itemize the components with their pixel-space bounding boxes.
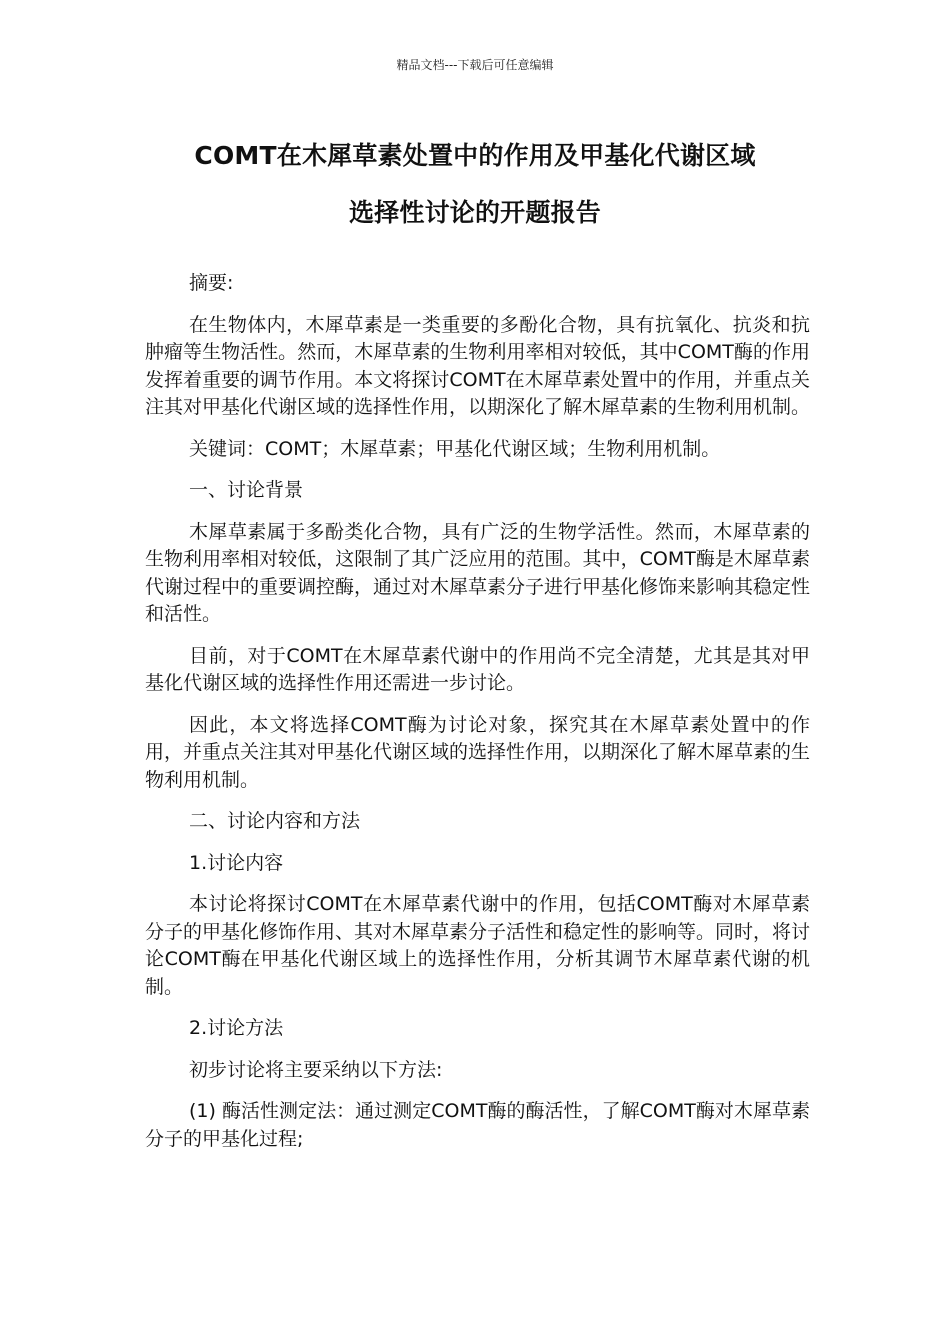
section-heading-background: 一、讨论背景 [189, 479, 304, 501]
background-paragraph-2: 目前，对于COMT在木犀草素代谢中的作用尚不完全清楚，尤其是其对甲基化代谢区域的选择性作用还需进一步讨论。 [145, 644, 810, 694]
content-paragraph: 本讨论将探讨COMT在木犀草素代谢中的作用，包括COMT酶对木犀草素分子的甲基化修饰作用、其对木犀草素分子活性和稳定性的影响等。同时，将讨论COMT酶在甲基化代谢区域上的选择性作用，分析其调节木犀草素代谢的机制。 [145, 893, 811, 998]
abstract-heading: 摘要: [189, 272, 234, 294]
document-title-line-2: 选择性讨论的开题报告 [348, 198, 601, 227]
keywords-paragraph: 关键词：COMT；木犀草素；甲基化代谢区域；生物利用机制。 [189, 437, 721, 460]
section-heading-content-methods: 二、讨论内容和方法 [189, 810, 361, 832]
abstract-paragraph: 在生物体内，木犀草素是一类重要的多酚化合物，具有抗氧化、抗炎和抗肿瘤等生物活性。然而，木犀草素的生物利用率相对较低，其中COMT酶的作用发挥着重要的调节作用。本文将探讨COMT在木犀草素处置中的作用，并重点关注其对甲基化代谢区域的选择性作用，以期深化了解木犀草素的生物利用机制。 [145, 313, 811, 418]
header-note: 精品文档---下载后可任意编辑 [396, 58, 554, 72]
background-paragraph-3: 因此，本文将选择COMT酶为讨论对象，探究其在木犀草素处置中的作用，并重点关注其对甲基化代谢区域的选择性作用，以期深化了解木犀草素的生物利用机制。 [145, 713, 811, 791]
background-paragraph-1: 木犀草素属于多酚类化合物，具有广泛的生物学活性。然而，木犀草素的生物利用率相对较低，这限制了其广泛应用的范围。其中，COMT酶是木犀草素代谢过程中的重要调控酶，通过对木犀草素分子进行甲基化修饰来影响其稳定性和活性。 [145, 520, 811, 625]
document-title-line-1: COMT在木犀草素处置中的作用及甲基化代谢区域 [194, 141, 756, 170]
subheading-methods: 2.讨论方法 [189, 1017, 284, 1039]
method-item-1: (1) 酶活性测定法：通过测定COMT酶的酶活性，了解COMT酶对木犀草素分子的甲基化过程; [145, 1100, 810, 1150]
methods-intro: 初步讨论将主要采纳以下方法: [189, 1058, 443, 1081]
subheading-content: 1.讨论内容 [189, 851, 284, 874]
document-body [145, 270, 810, 1167]
